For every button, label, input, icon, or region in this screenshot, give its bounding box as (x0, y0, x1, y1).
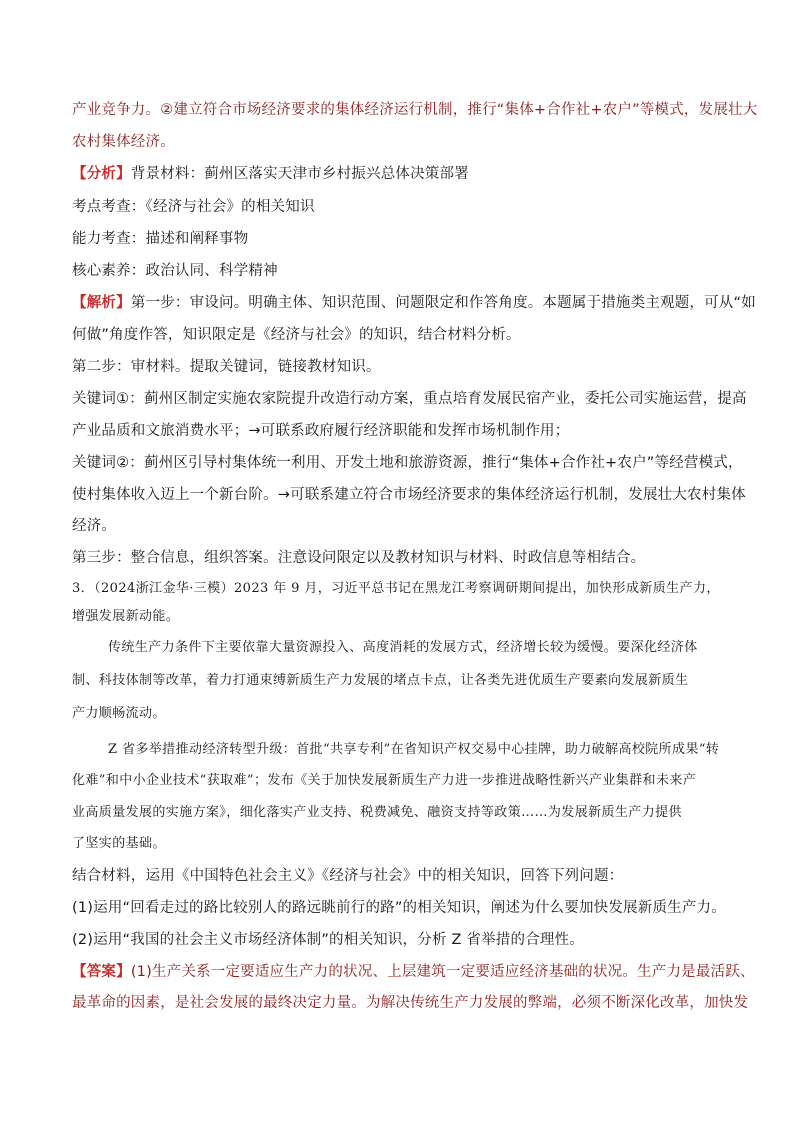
answer-text: 最革命的因素，是社会发展的最终决定力量。为解决传统生产力发展的弊端，必须不断深化改革，加快发 (72, 995, 749, 1011)
material-1-line: 产力顺畅流动。 (72, 706, 166, 721)
material-2-line: 化难”和中小企业技术“获取难”；发布《关于加快发展新质生产力进一步推进战略性新兴产业集群和未来产 (72, 773, 697, 788)
line-text: 经济。 (72, 518, 117, 534)
material-1-line: 传统生产力条件下主要依靠大量资源投入、高度消耗的发展方式，经济增长较为缓慢。要深化经济体 (108, 640, 698, 655)
question-3-stem-cont: 增强发展新动能。 (72, 609, 180, 624)
line-text: 能力考查：描述和阐释事物 (72, 231, 249, 247)
line-text: 考点考查：《经济与社会》的相关知识 (72, 199, 315, 215)
text-line (72, 453, 743, 473)
text-line (72, 197, 722, 217)
text-line (72, 421, 722, 441)
text-line (72, 485, 746, 505)
text-line (72, 164, 722, 184)
text-line (72, 357, 722, 377)
text-line (72, 293, 756, 313)
task-2: (2)运用“我国的社会主义市场经济体制”的相关知识，分析 Z 省举措的合理性。 (72, 932, 585, 948)
line-text: 关键词②：蓟州区引导村集体统一利用、开发土地和旅游资源，推行“集体+合作社+农户”等经营模式， (72, 455, 743, 471)
line-text: 使村集体收入迈上一个新台阶。→可联系建立符合市场经济要求的集体经济运行机制，发展壮大农村集体 (72, 487, 746, 503)
text-line (72, 516, 722, 536)
text-line (72, 548, 722, 568)
line-text: 核心素养：政治认同、科学精神 (72, 263, 278, 279)
line-text: 关键词①：蓟州区制定实施农家院提升改造行动方案，重点培育发展民宿产业，委托公司实施运营，提高 (72, 391, 747, 407)
question-3-stem: 3．（2024浙江金华·三模）2023 年 9 月，习近平总书记在黑龙江考察调研期间提出，加快形成新质生产力， (72, 581, 720, 596)
text-line (72, 132, 722, 152)
line-text: 背景材料：蓟州区落实天津市乡村振兴总体决策部署 (130, 166, 469, 182)
line-text: 第三步：整合信息，组织答案。注意设问限定以及教材知识与材料、时政信息等相结合。 (72, 550, 646, 566)
text-line (72, 100, 758, 120)
section-label: 【分析】 (72, 166, 131, 182)
task-1: (1)运用“回看走过的路比较别人的路远眺前行的路”的相关知识，阐述为什么要加快发展新质生产力。 (72, 900, 726, 916)
material-1-line: 制、科技体制等改革，着力打通束缚新质生产力发展的堵点卡点，让各类先进优质生产要素向发展新质生 (72, 673, 689, 688)
line-text: 何做”角度作答，知识限定是《经济与社会》的知识，结合材料分析。 (72, 327, 521, 343)
line-text: 第一步：审设问。明确主体、知识范围、问题限定和作答角度。本题属于措施类主观题，可从“如 (130, 295, 756, 311)
text-line (72, 389, 747, 409)
line-text: 产业品质和文旅消费水平；→可联系政府履行经济职能和发挥市场机制作用； (72, 423, 570, 439)
answer-text: (1)生产关系一定要适应生产力的状况、上层建筑一定要适应经济基础的状况。生产力是最活跃、 (130, 964, 755, 980)
line-text: 产业竞争力。②建立符合市场经济要求的集体经济运行机制，推行“集体+合作社+农户”等模式，发展壮大 (72, 102, 758, 118)
task-intro: 结合材料，运用《中国特色社会主义》《经济与社会》中的相关知识，回答下列问题： (72, 868, 624, 884)
material-2-line: Z 省多举措推动经济转型升级：首批“共享专利”在省知识产权交易中心挂牌，助力破解高校院所成果“转 (108, 742, 720, 757)
answer-label: 【答案】 (72, 964, 131, 980)
text-line (72, 229, 722, 249)
text-line (72, 261, 722, 281)
answer-line (72, 962, 755, 982)
text-line (72, 325, 722, 345)
material-2-line: 业高质量发展的实施方案》，细化落实产业支持、税费减免、融资支持等政策……为发展新质生产力提供 (72, 805, 682, 820)
line-text: 第二步：审材料。提取关键词，链接教材知识。 (72, 359, 381, 375)
material-2-line: 了坚实的基础。 (72, 836, 166, 851)
line-text: 农村集体经济。 (72, 134, 175, 150)
section-label: 【解析】 (72, 295, 131, 311)
